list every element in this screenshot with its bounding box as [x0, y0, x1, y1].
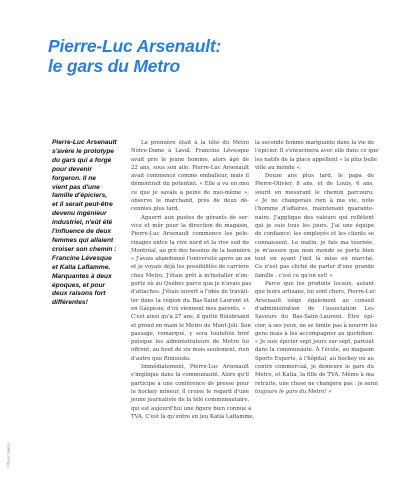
body-line: centre commercial, je demeure le gars du	[255, 364, 374, 371]
pull-quote-line: l'influence de deux	[52, 228, 112, 236]
body-line: sourit en mesurant le chemin parcouru.	[255, 189, 374, 196]
body-line: gens mais à les accompagner au quotidien.	[255, 330, 374, 337]
body-line: l'homme d'affaires, maintenant quarante-	[255, 206, 374, 213]
body-line: passage, remarqué, y sera toutefois bref	[131, 330, 249, 337]
pull-quote-line: vient pas d'une	[52, 183, 100, 191]
body-line: Aguerri aux postes de gérants de ser-	[141, 214, 249, 221]
body-line: d'autre que Rimouski.	[131, 355, 191, 362]
body-line: l'épicier. Il s'enracinera avec elle dans ce que	[255, 148, 379, 155]
body-line: Arsenault siège également au conseil	[255, 297, 374, 304]
title-line: Pierre-Luc Arsenault:	[48, 36, 222, 56]
body-column-left	[131, 139, 255, 421]
body-line: et je voyais déjà les possibilités de carrière	[131, 264, 249, 271]
body-line: les natifs de la place appellent « la plus belle	[255, 156, 378, 163]
pull-quote-line: s'avère le prototype	[52, 147, 115, 155]
body-line: toujours le gars du Metro! »	[255, 388, 332, 395]
body-line: participe à une conférence de presse pour	[131, 380, 249, 387]
body-line: « Je suis épicier sept jours sur sept, partout	[255, 339, 374, 346]
pull-quote-line: Francine Lévesque	[52, 254, 112, 262]
body-line: ville au monde ».	[255, 164, 302, 171]
pull-quote-line: différentes!	[52, 299, 88, 307]
body-line: ce que je savais à peine de moi-même »,	[131, 189, 249, 196]
body-line: Sports Experts, à l'hôpital, au hockey ou au	[255, 355, 374, 362]
body-line: Ce n'est pas cliché de parler d'une grande	[255, 264, 374, 271]
body-line: Saveurs du Bas-Saint-Laurent. Être épi-	[255, 314, 374, 321]
body-line: d'administration de l'association Les	[255, 305, 374, 312]
photo-credit: Photo: Metro	[6, 443, 11, 467]
body-line: Pierre-Olivier, 8 ans, et de Louis, 6 ans,	[255, 181, 374, 188]
body-line: avait commencé comme emballeur, mais il	[131, 173, 249, 180]
body-line: avait pris le jeune homme, alors âgé de	[131, 156, 249, 163]
body-line: Metro, et Katia, la fille de TVA. Même à ma	[255, 372, 374, 379]
body-line: le hockey mineur, il croise le regard d'une	[131, 388, 249, 395]
body-line: qui je suis tous les jours. J'ai une équipe	[255, 222, 374, 229]
body-line: en Gaspésie, d'où viennent mes parents. »	[131, 305, 246, 312]
body-line: démontrait du potentiel. « Elle a vu en moi	[131, 181, 249, 188]
body-line: la seconde femme marquante dans la vie de	[255, 140, 375, 146]
body-line: cier, à ses yeux, ne se limite pas à nourrir les	[255, 322, 378, 329]
body-line: connaissent. Le matin, je fais ma tournée,	[255, 239, 374, 246]
pull-quote-line: du gars qui a forgé	[52, 156, 112, 164]
body-line: Douze ans plus tard, le papa de	[265, 173, 374, 180]
body-line: 22 ans, sous son aile. Pierre-Luc Arsenault	[131, 164, 249, 171]
pull-quote-line: pour devenir	[52, 165, 92, 173]
pull-quote-line: deux raisons fort	[52, 290, 106, 298]
pull-quote-line: époques, et pour	[52, 281, 106, 289]
body-line: naire. J'applique des valeurs qui reflètent	[255, 214, 374, 221]
pull-quote-line: forgeron. Il ne	[52, 174, 96, 182]
body-line: et prend en main le Metro de Mont-Joli. Son	[131, 322, 251, 329]
body-line: cennies plus tard.	[131, 206, 180, 213]
pull-quote-line: famille d'épiciers,	[52, 192, 108, 200]
pull-quote-line: Pierre-Luc Arsenault	[52, 139, 117, 146]
body-line: « J'avais abandonné l'université après un an	[131, 256, 251, 263]
body-column-right	[255, 139, 379, 396]
body-line: « Je ne changerais rien à ma vie, note	[255, 198, 374, 205]
body-line: que leurs artisans, lui sont chers, Pierre-Luc	[255, 289, 376, 296]
body-line: dans la communauté. À l'école, au magasin	[255, 347, 374, 354]
title-line: le gars du Metro	[48, 56, 180, 76]
body-line: ler dans la région du Bas-Saint-Laurent et	[131, 297, 249, 304]
body-line: puisque les administrateurs de Metro lui	[131, 339, 249, 346]
body-line: observe le marchand, près de deux dé-	[131, 198, 249, 205]
body-line: jeune journaliste de la télé communautaire,	[131, 397, 250, 404]
body-line: chez Metro. J'étais prêt à m'installer n'im-	[131, 272, 249, 279]
body-line: TVA. C'est là qu'entre en jeu Katia Laflamme,	[131, 413, 255, 420]
body-line: de confiance; les employés et les clients se	[255, 231, 374, 238]
body-line: qui est aujourd'hui une figure bien connue à	[131, 405, 252, 412]
body-line: Immédiatement, Pierre-Luc Arsenault	[141, 364, 249, 371]
pull-quote-line: femmes qui allaient	[52, 236, 114, 244]
article-title	[48, 36, 388, 76]
pull-quote	[52, 139, 122, 308]
body-line: famille : c'est ce qu'on est! »	[255, 272, 333, 279]
pull-quote-line: et Katia Laflamme.	[52, 263, 111, 271]
pull-quote-line: et il serait peut-être	[52, 201, 113, 209]
body-line: Pierre-Luc Arsenault commence les péle-	[131, 231, 249, 238]
body-line: C'est ainsi qu'à 27 ans, il quitte Boisbriand	[131, 314, 249, 321]
pull-quote-line: industriel, n'eût été	[52, 219, 113, 227]
pull-quote-line: croiser son chemin :	[52, 245, 117, 253]
body-line: je m'assure que mon monde se porte bien	[255, 247, 374, 254]
body-line: retraite, une chose ne changera pas : je serai	[255, 380, 378, 387]
body-line: La première était à la tête du Metro	[141, 140, 249, 146]
body-line: d'attaches. J'étais ouvert à l'idée de travail-	[131, 289, 249, 296]
pull-quote-line: Marquantes à deux	[52, 272, 112, 280]
body-line: porte où au Québec parce que je n'avais pas	[131, 281, 252, 288]
body-line: tout en ayant l'œil là mise en marché.	[255, 256, 374, 263]
body-line: offrent, au bout de six mois seulement, rien	[131, 347, 250, 354]
body-line: rinages entre la rive nord et la rive sud de	[131, 239, 249, 246]
body-line: vice et mûr pour la direction de magasin,	[131, 222, 249, 229]
body-line: Notre-Dame à Laval. Francine Lévesque	[131, 148, 249, 155]
body-line: Montréal, au gré des besoins de la bannière.	[131, 247, 253, 254]
pull-quote-line: devenu ingénieur	[52, 210, 107, 218]
body-line: s'implique dans la communauté. Alors qu'il	[131, 372, 249, 379]
body-line: Parce que les produits locaux, autant	[265, 281, 374, 288]
